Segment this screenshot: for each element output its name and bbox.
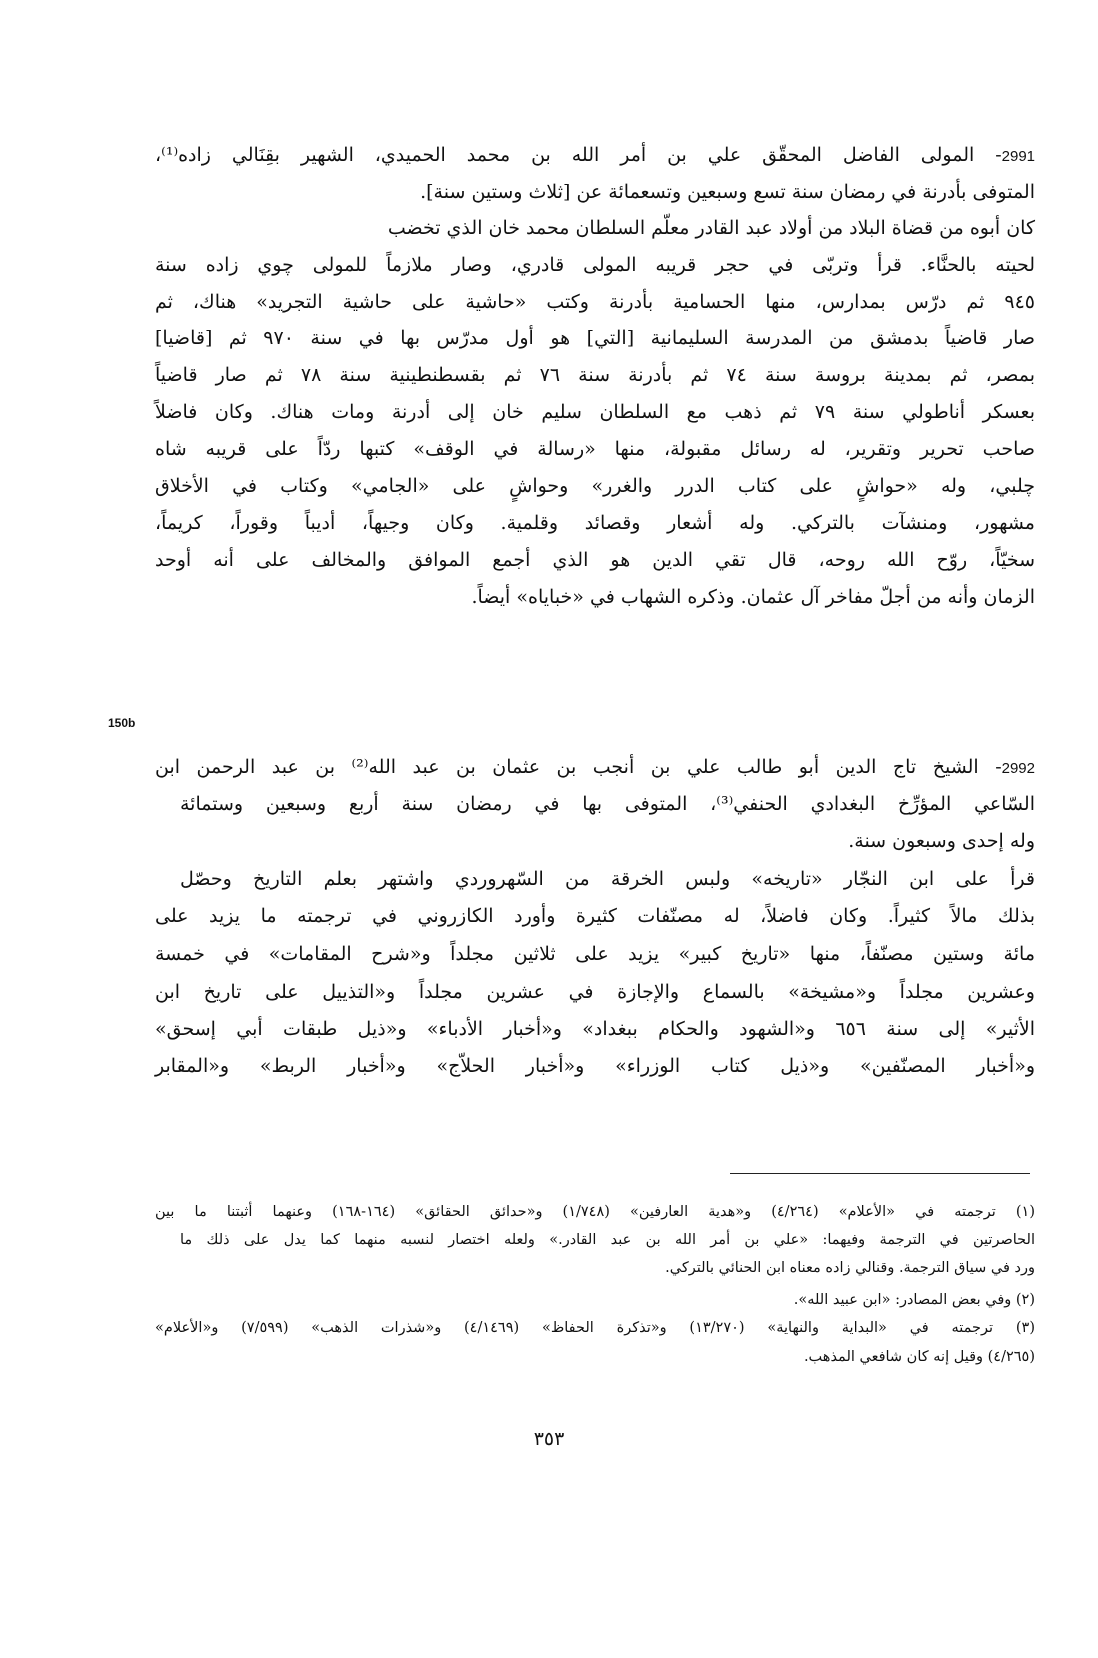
text-line: بمصر، ثم بمدينة بروسة سنة ٧٤ ثم بأدرنة سنة ٧٦ ثم بقسطنطينية سنة ٧٨ ثم صار قاضياً	[155, 364, 1035, 386]
footnote-line: ورد في سياق الترجمة. وقنالي زاده معناه ابن الحنائي بالتركي.	[665, 1260, 1035, 1276]
text-line: الأثير» إلى سنة ٦٥٦ و«الشهود والحكام ببغداد» و«أخبار الأدباء» و«ذيل طبقات أبي إسحق»	[155, 1018, 1036, 1040]
text-line: بعسكر أناطولي سنة ٧٩ ثم ذهب مع السلطان سليم خان إلى أدرنة ومات هناك. وكان فاضلاً	[155, 401, 1035, 423]
footnote-line: (٢) وفي بعض المصادر: «ابن عبيد الله».	[793, 1292, 1035, 1308]
text-line: السّاعي المؤرِّخ البغدادي الحنفي⁽³⁾، المتوفى بها في رمضان سنة أربع وسبعين وستمائة	[180, 793, 1035, 815]
text-line: مائة وستين مصنّفاً، منها «تاريخ كبير» يزيد على ثلاثين مجلداً و«شرح المقامات» في خمسة	[155, 943, 1035, 965]
text-line: صار قاضياً بدمشق من المدرسة السليمانية [التي] هو أول مدرّس بها في سنة ٩٧٠ ثم [قاضيا]	[155, 327, 1035, 349]
footnote-divider	[730, 1173, 1030, 1174]
margin-marker: 150b	[108, 716, 136, 730]
text-line: قرأ على ابن النجّار «تاريخه» ولبس الخرقة من السّهروردي واشتهر بعلم التاريخ وحصّل	[180, 868, 1035, 890]
entry-number: 2991	[1001, 148, 1036, 165]
text-line: چلبي، وله «حواشٍ على كتاب الدرر والغرر» وحواشٍ على «الجامي» وكتاب في الأخلاق	[155, 475, 1035, 497]
text-line: المتوفى بأدرنة في رمضان سنة تسع وسبعين وتسعمائة عن [ثلاث وستين سنة].	[420, 181, 1035, 203]
text-line: لحيته بالحنَّاء. قرأ وتربّى في حجر قريبه المولى قادري، وصار ملازماً للمولى چوي زاده سنة	[155, 254, 1035, 276]
text-line: وله إحدى وسبعون سنة.	[848, 830, 1035, 852]
page-number: ٣٥٣	[533, 1428, 565, 1450]
entry-heading-line: 2991- المولى الفاضل المحقّق علي بن أمر الله بن محمد الحميدي، الشهير بقِنَالي زاده⁽¹⁾،	[155, 144, 1036, 166]
footnote-line: (١) ترجمته في «الأعلام» (٤/٢٦٤) و«هدية العارفين» (١/٧٤٨) و«حدائق الحقائق» (١٦٤-١٦٨) وعنهما أثبتنا ما بين	[155, 1204, 1035, 1220]
text-line: بذلك مالاً كثيراً. وكان فاضلاً، له مصنّفات كثيرة وأورد الكازروني في ترجمته ما يزيد على	[155, 905, 1035, 927]
text-line: وعشرين مجلداً و«مشيخة» بالسماع والإجازة في عشرين مجلداً و«التذييل على تاريخ ابن	[155, 981, 1035, 1003]
entry-number: 2992	[1001, 760, 1035, 777]
footnote-line: (٤/٢٦٥) وقيل إنه كان شافعي المذهب.	[803, 1349, 1035, 1365]
text-line: مشهور، ومنشآت بالتركي. وله أشعار وقصائد وقلمية. وكان وجيهاً، أديباً وقوراً، كريماً،	[155, 512, 1035, 534]
footnote-line: الحاصرتين في الترجمة وفيهما: «علي بن أمر الله بن عبد القادر.» ولعله اختصار لنسبه منهما كما يدل على ذلك ما	[180, 1232, 1035, 1248]
entry-heading-line: 2992- الشيخ تاج الدين أبو طالب علي بن أنجب بن عثمان بن عبد الله⁽²⁾ بن عبد الرحمن ابن	[155, 756, 1035, 778]
text-line: الزمان وأنه من أجلّ مفاخر آل عثمان. وذكره الشهاب في «خباياه» أيضاً.	[471, 586, 1035, 608]
text-line: و«أخبار المصنّفين» و«ذيل كتاب الوزراء» و«أخبار الحلاّج» و«أخبار الربط» و«المقابر	[155, 1055, 1035, 1077]
text-line: سخيّاً، روّح الله روحه، قال تقي الدين هو الذي أجمع الموافق والمخالف على أنه أوحد	[155, 549, 1035, 571]
text-line: ٩٤٥ ثم درّس بمدارس، منها الحسامية بأدرنة وكتب «حاشية على حاشية التجريد» هناك، ثم	[155, 291, 1036, 313]
text-line: كان أبوه من قضاة البلاد من أولاد عبد القادر معلّم السلطان محمد خان الذي تخضب	[387, 217, 1035, 239]
text-line: صاحب تحرير وتقرير، له رسائل مقبولة، منها «رسالة في الوقف» كتبها ردّاً على قريبه شاه	[155, 438, 1035, 460]
footnote-line: (٣) ترجمته في «البداية والنهاية» (١٣/٢٧٠) و«تذكرة الحفاظ» (٤/١٤٦٩) و«شذرات الذهب» (٧/٥٩٩) و«الأعلام»	[155, 1320, 1035, 1336]
